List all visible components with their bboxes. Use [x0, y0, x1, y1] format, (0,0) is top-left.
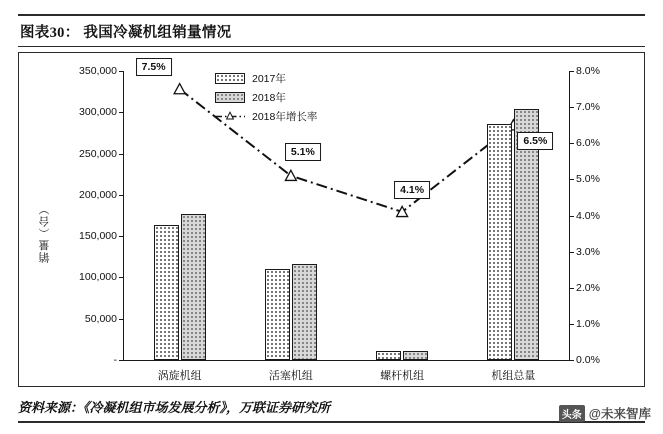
chart-title-bar	[18, 14, 645, 47]
y-axis-tick-label: 200,000	[79, 188, 117, 201]
legend-swatch-2017	[215, 73, 245, 84]
bar-2018	[181, 214, 206, 360]
y-axis-tick-label: 350,000	[79, 65, 117, 77]
data-label-growth-rate: 6.5%	[517, 132, 553, 150]
y2-axis-tick-label: 2.0%	[576, 281, 600, 294]
y2-axis-tick-label: 0.0%	[576, 354, 600, 366]
y-axis-tick-label: 50,000	[84, 312, 117, 325]
y2-axis-tick-label: 7.0%	[576, 101, 600, 114]
plot-area	[79, 61, 600, 382]
chart-legend	[215, 69, 317, 126]
source-text: 资料来源：《冷凝机组市场发展分析》，万联证券研究所	[18, 399, 331, 415]
y2-axis-tick	[569, 288, 574, 289]
bar-2017	[154, 225, 179, 360]
data-label-growth-rate: 7.5%	[136, 58, 172, 76]
y2-axis-tick	[569, 216, 574, 217]
y-axis-tick	[119, 154, 124, 155]
y-axis-tick	[119, 360, 124, 361]
legend-swatch-growth	[215, 111, 245, 122]
page-title: 图表30： 我国冷凝机组销量情况	[20, 24, 232, 41]
y-axis-tick-label: 100,000	[79, 271, 117, 284]
legend-item-growth	[215, 107, 317, 126]
x-axis-category-label: 活塞机组	[268, 370, 313, 382]
data-label-growth-rate: 4.1%	[394, 181, 430, 199]
legend-label-2017: 2017年	[252, 73, 286, 85]
y-axis-tick-label: -	[113, 354, 117, 366]
x-axis-category-label: 螺杆机组	[380, 370, 425, 382]
legend-label-growth: 2018年增长率	[252, 111, 318, 123]
source-bar	[18, 391, 645, 423]
bar-2017	[265, 269, 290, 360]
chart-frame	[18, 52, 645, 387]
y-axis-tick	[119, 195, 124, 196]
y-axis-tick	[119, 71, 124, 72]
y-axis-tick	[119, 319, 124, 320]
legend-item-2018	[215, 88, 317, 107]
y2-axis-tick-label: 5.0%	[576, 173, 600, 186]
y-axis-tick	[119, 112, 124, 113]
y2-axis-tick-label: 6.0%	[576, 137, 600, 150]
y-axis-tick-label: 300,000	[79, 106, 117, 119]
y2-axis-tick-label: 4.0%	[576, 209, 600, 222]
y2-axis-tick-label: 1.0%	[576, 317, 600, 330]
bar-2018	[403, 351, 428, 360]
data-label-growth-rate: 5.1%	[285, 143, 321, 161]
legend-swatch-2018	[215, 92, 245, 103]
watermark-badge: 头条	[559, 405, 585, 422]
y2-axis-tick	[569, 179, 574, 180]
y2-axis-tick-label: 3.0%	[576, 245, 600, 258]
bar-2018	[292, 264, 317, 360]
y2-axis-tick	[569, 252, 574, 253]
y-axis-tick	[119, 277, 124, 278]
x-axis-category-label: 涡旋机组	[157, 370, 202, 382]
y-axis-tick-label: 250,000	[79, 147, 117, 160]
y2-axis-tick	[569, 324, 574, 325]
legend-label-2018: 2018年	[252, 92, 286, 104]
bar-2017	[487, 124, 512, 360]
watermark	[559, 404, 651, 422]
y2-axis-tick-label: 8.0%	[576, 65, 600, 77]
x-axis-category-label: 机组总量	[491, 370, 536, 382]
y2-axis-tick	[569, 107, 574, 108]
watermark-text: @未来智库	[588, 407, 651, 421]
y2-axis-tick	[569, 360, 574, 361]
y-axis-title: 销量（台）	[39, 203, 51, 263]
legend-item-2017	[215, 69, 317, 88]
y-axis-tick-label: 150,000	[79, 230, 117, 243]
y-axis-tick	[119, 236, 124, 237]
y2-axis-tick	[569, 71, 574, 72]
y2-axis-tick	[569, 143, 574, 144]
bar-2017	[376, 351, 401, 360]
line-marker	[174, 84, 185, 94]
